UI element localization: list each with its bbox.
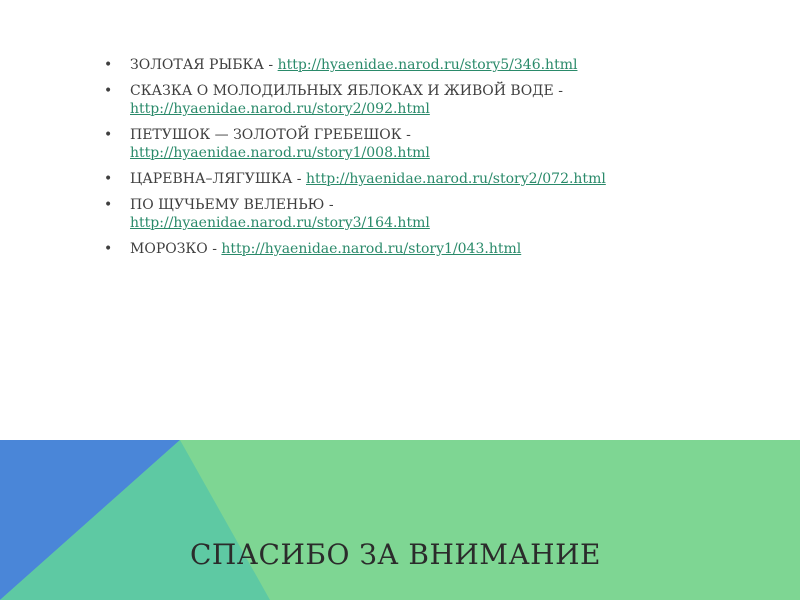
story-title: СКАЗКА О МОЛОДИЛЬНЫХ ЯБЛОКАХ И ЖИВОЙ ВОДЕ xyxy=(130,83,554,99)
story-title: ЗОЛОТАЯ РЫБКА xyxy=(130,57,264,73)
link-list xyxy=(104,56,744,266)
bullet: • xyxy=(104,57,113,73)
bullet: • xyxy=(104,197,113,213)
story-link[interactable]: http://hyaenidae.narod.ru/story5/346.html xyxy=(277,57,578,73)
story-title: МОРОЗКО xyxy=(130,241,208,257)
footer-title: СПАСИБО ЗА ВНИМАНИЕ xyxy=(190,538,601,571)
list-item: • СКАЗКА О МОЛОДИЛЬНЫХ ЯБЛОКАХ И ЖИВОЙ ВОДЕ - http://hyaenidae.narod.ru/story2/092.html xyxy=(104,83,563,117)
story-title: ЦАРЕВНА–ЛЯГУШКА xyxy=(130,171,293,187)
bullet: • xyxy=(104,171,113,187)
story-link[interactable]: http://hyaenidae.narod.ru/story2/092.html xyxy=(130,101,430,117)
story-link[interactable]: http://hyaenidae.narod.ru/story1/043.html xyxy=(221,241,522,257)
story-link[interactable]: http://hyaenidae.narod.ru/story2/072.html xyxy=(305,171,606,187)
footer-shapes xyxy=(0,440,800,600)
footer-band xyxy=(0,440,800,600)
list-item: • МОРОЗКО - http://hyaenidae.narod.ru/story1/043.html xyxy=(104,241,522,257)
story-link[interactable]: http://hyaenidae.narod.ru/story1/008.html xyxy=(130,145,430,161)
bullet: • xyxy=(104,83,113,99)
story-link[interactable]: http://hyaenidae.narod.ru/story3/164.html xyxy=(130,215,430,231)
bullet: • xyxy=(104,241,113,257)
bullet: • xyxy=(104,127,113,143)
story-title: ПЕТУШОК — ЗОЛОТОЙ ГРЕБЕШОК xyxy=(130,127,402,143)
list-item: • ЗОЛОТАЯ РЫБКА - http://hyaenidae.narod.ru/story5/346.html xyxy=(104,57,578,73)
list-item: • ПЕТУШОК — ЗОЛОТОЙ ГРЕБЕШОК - http://hyaenidae.narod.ru/story1/008.html xyxy=(104,127,430,161)
story-title: ПО ЩУЧЬЕМУ ВЕЛЕНЬЮ xyxy=(130,197,325,213)
list-item: • ЦАРЕВНА–ЛЯГУШКА - http://hyaenidae.narod.ru/story2/072.html xyxy=(104,171,606,187)
list-item: • ПО ЩУЧЬЕМУ ВЕЛЕНЬЮ - http://hyaenidae.narod.ru/story3/164.html xyxy=(104,197,430,231)
